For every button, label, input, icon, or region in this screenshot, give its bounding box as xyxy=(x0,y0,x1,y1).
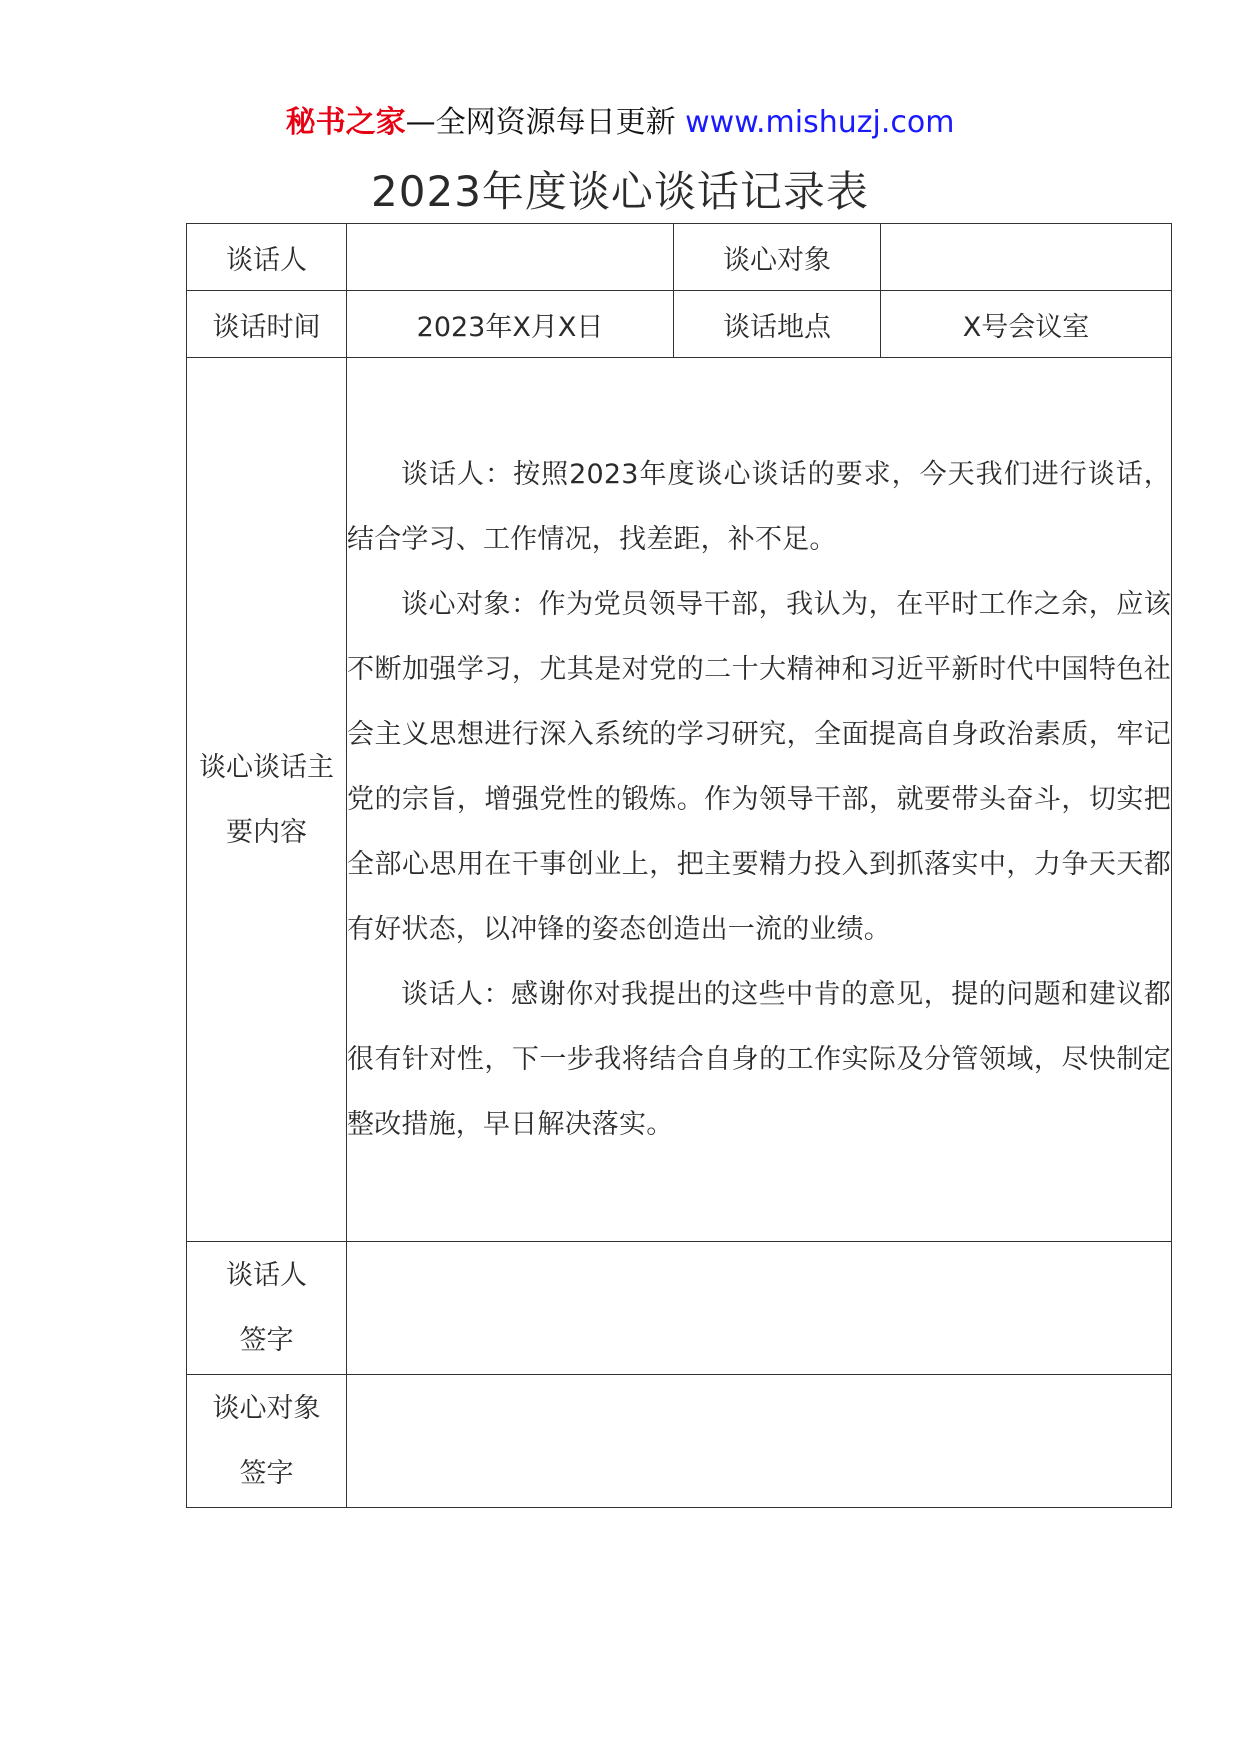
target-sign-label-cell xyxy=(187,1375,347,1508)
content-label-cell xyxy=(187,358,347,1242)
table-row xyxy=(187,291,1172,358)
table-row xyxy=(187,358,1172,1242)
site-link[interactable]: www.mishuzj.com xyxy=(685,105,955,140)
content-paragraph-2: 谈心对象：作为党员领导干部，我认为，在平时工作之余，应该不断加强学习，尤其是对党的二十大精神和习近平新时代中国特色社会主义思想进行深入系统的学习研究，全面提高自身政治素质，牢记党的宗旨，增强党性的锻炼。作为领导干部，就要带头奋斗，切实把全部心思用在干事创业上，把主要精力投入到抓落实中，力争天天都有好状态，以冲锋的姿态创造出一流的业绩。 xyxy=(347,589,1171,945)
target-sign-value[interactable] xyxy=(347,1375,1172,1508)
table-row xyxy=(187,1242,1172,1375)
time-label: 谈话时间 xyxy=(187,291,347,358)
talker-value[interactable] xyxy=(347,224,674,291)
talk-record-table xyxy=(186,223,1172,1508)
time-value[interactable]: 2023年X月X日 xyxy=(347,291,674,358)
target-label: 谈心对象 xyxy=(674,224,881,291)
header-slogan: —全网资源每日更新 xyxy=(405,105,676,140)
place-label: 谈话地点 xyxy=(674,291,881,358)
table-row xyxy=(187,224,1172,291)
place-value[interactable]: X号会议室 xyxy=(881,291,1172,358)
content-cell[interactable] xyxy=(347,358,1172,1242)
talker-sign-label-cell xyxy=(187,1242,347,1375)
content-label: 谈心谈话主要内容 xyxy=(199,751,334,848)
table-row xyxy=(187,1375,1172,1508)
target-sign-label: 谈心对象签字 xyxy=(212,1393,321,1489)
brand-name: 秘书之家 xyxy=(285,105,406,140)
talker-label: 谈话人 xyxy=(187,224,347,291)
document-title: 2023年度谈心谈话记录表 xyxy=(371,167,869,216)
talker-sign-value[interactable] xyxy=(347,1242,1172,1375)
content-paragraph-3: 谈话人：感谢你对我提出的这些中肯的意见，提的问题和建议都很有针对性，下一步我将结合自身的工作实际及分管领域，尽快制定整改措施，早日解决落实。 xyxy=(347,979,1171,1140)
talker-sign-label: 谈话人签字 xyxy=(226,1260,307,1356)
content-paragraph-1: 谈话人：按照2023年度谈心谈话的要求，今天我们进行谈话，结合学习、工作情况，找差距，补不足。 xyxy=(347,459,1171,555)
site-header xyxy=(0,103,1240,143)
target-value[interactable] xyxy=(881,224,1172,291)
